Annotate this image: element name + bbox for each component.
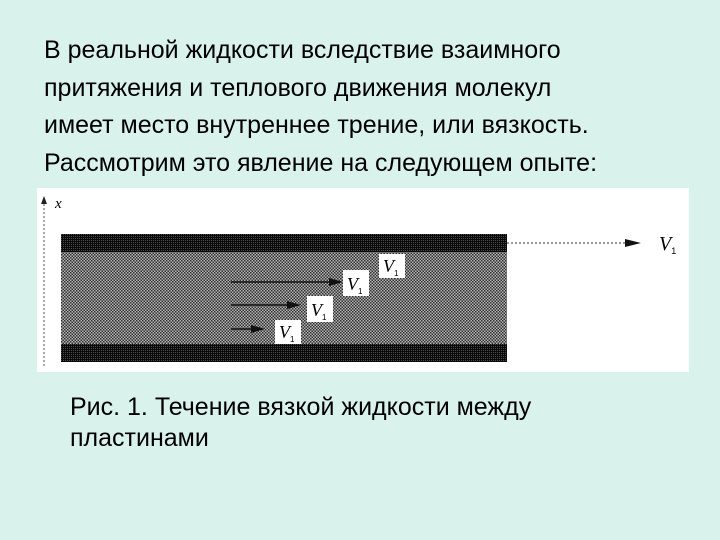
layer-label-3: $V_1$ xyxy=(311,300,327,322)
layer-label-1: $V_1$ xyxy=(383,256,399,278)
caption-line-1: Рис. 1. Течение вязкой жидкости между xyxy=(70,393,532,421)
intro-line-1: В реальной жидкости вследствие взаимного xyxy=(44,36,561,64)
layer-label-2: $V_1$ xyxy=(347,274,363,296)
figure-caption xyxy=(70,392,670,454)
intro-line-2: притяжения и теплового движения молекул xyxy=(44,73,552,102)
x-axis-label: x xyxy=(55,196,62,212)
intro-paragraph xyxy=(44,32,704,182)
top-plate xyxy=(61,234,507,252)
top-velocity-arrowhead xyxy=(625,239,641,247)
flow-diagram xyxy=(37,188,689,372)
flow-diagram-svg xyxy=(37,188,689,372)
layer-label-4: $V_1$ xyxy=(279,322,295,344)
top-velocity-label: $V_1$ xyxy=(659,233,677,256)
x-axis-arrowhead xyxy=(41,196,47,204)
bottom-plate xyxy=(61,344,507,362)
caption-line-2: пластинами xyxy=(70,424,209,452)
intro-line-4: Рассмотрим это явление на следующем опыте: xyxy=(44,148,598,177)
intro-line-3: имеет место внутреннее трение, или вязкость. xyxy=(44,111,589,139)
